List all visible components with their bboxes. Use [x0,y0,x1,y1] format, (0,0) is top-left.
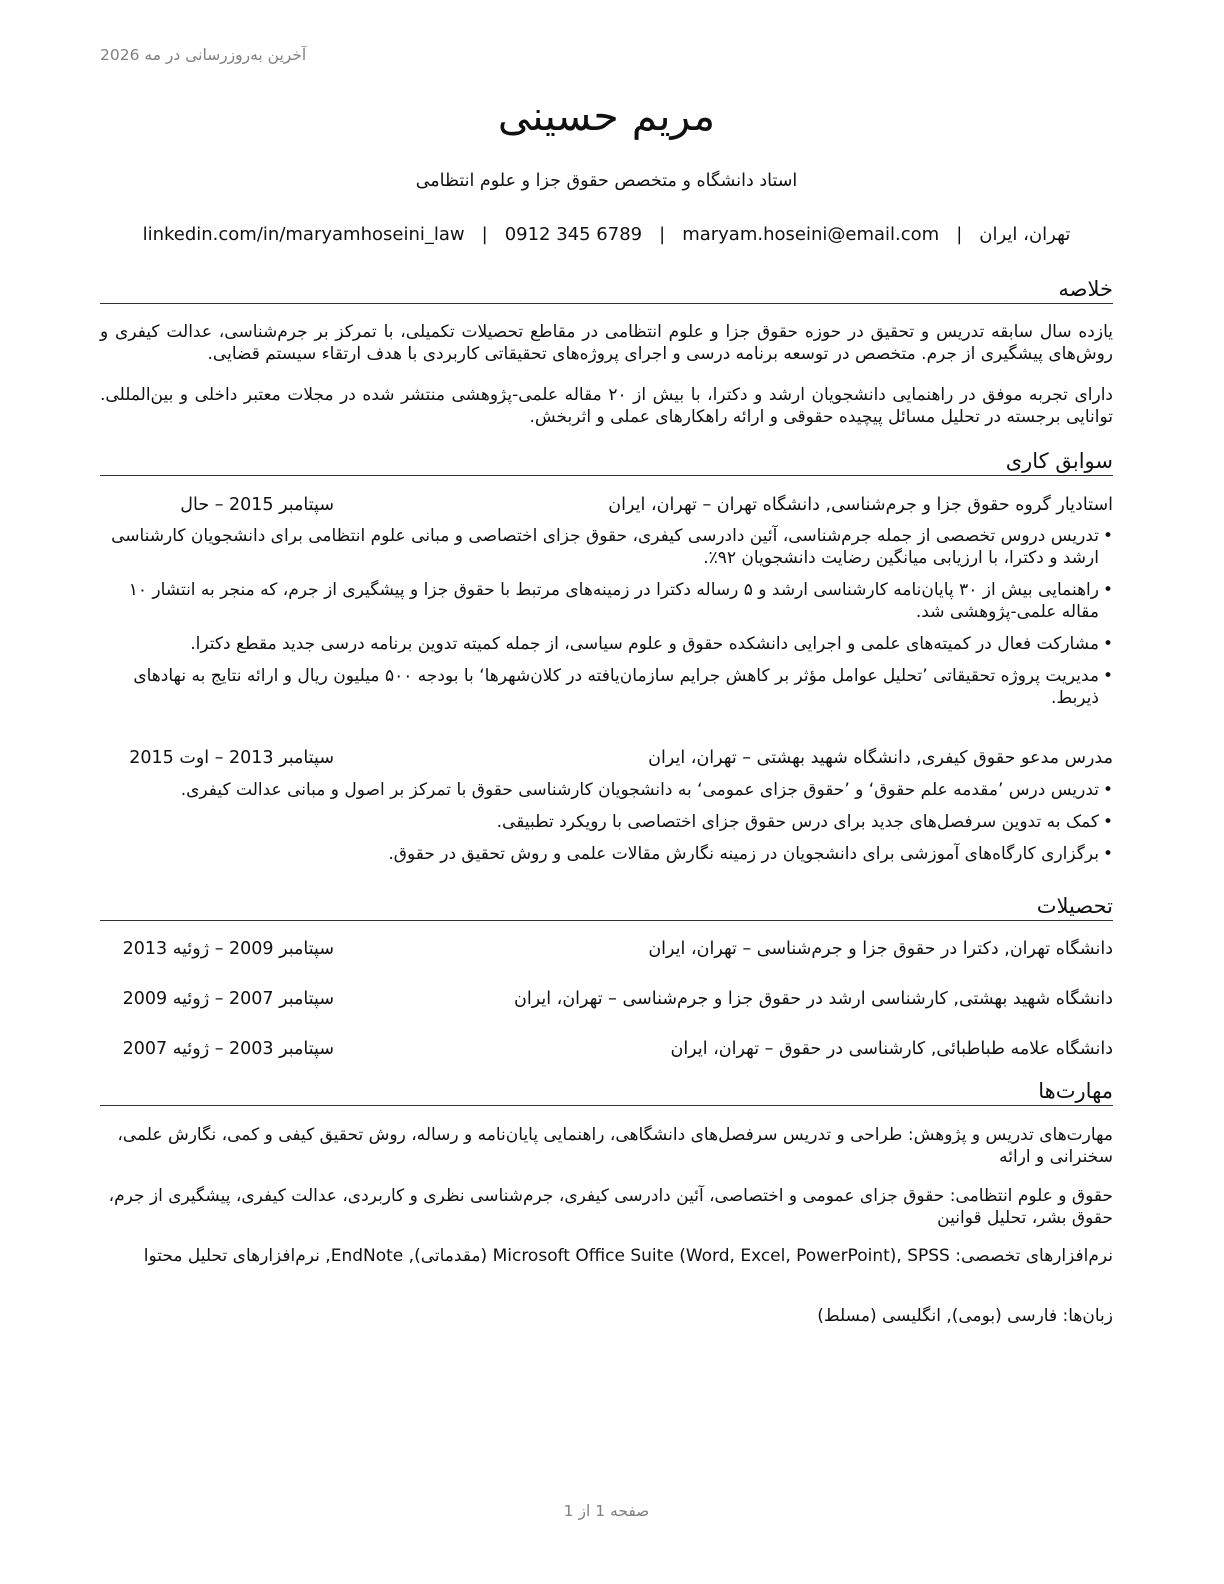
summary-paragraph: دارای تجربه موفق در راهنمایی دانشجویان ارشد و دکترا، با بیش از ۲۰ مقاله علمی-پژوهشی منتشر شده در مجلات معتبر داخلی و بین‌المللی. توانایی برجسته در تحلیل مسائل پیچیده حقوقی و ارائه راهکارهای عملی و اثربخش. [100,385,1113,427]
resume-page [100,0,1113,1584]
education-dates: سپتامبر 2003 – ژوئیه 2007 [122,1039,334,1059]
job-bullet: • کمک به تدوین سرفصل‌های جدید برای درس حقوق جزای اختصاصی با رویکرد تطبیقی. [100,811,1113,833]
section-heading-experience: سوابق کاری [100,448,1113,476]
skill-item: نرم‌افزارهای تخصصی: Microsoft Office Suite (Word, Excel, PowerPoint), SPSS (مقدماتی), EndNote, نرم‌افزارهای تحلیل محتوا [143,1246,1113,1266]
contact-phone[interactable]: 0912 345 6789 [504,224,643,245]
education-dates: سپتامبر 2007 – ژوئیه 2009 [122,989,334,1009]
contact-location: تهران، ایران [979,224,1071,245]
job-bullet: • مدیریت پروژه تحقیقاتی ’تحلیل عوامل مؤثر بر کاهش جرایم سازمان‌یافته در کلان‌شهرها‘ با بودجه ۵۰۰ میلیون ریال و ارائه نتایج به نهادهای ذیربط. [100,665,1113,709]
job-bullet: • تدریس درس ’مقدمه علم حقوق‘ و ’حقوق جزای عمومی‘ به دانشجویان کارشناسی حقوق با تمرکز بر اصول و مبانی عدالت کیفری. [100,779,1113,801]
skill-item: مهارت‌های تدریس و پژوهش: طراحی و تدریس سرفصل‌های دانشگاهی، راهنمایی پایان‌نامه و رساله، روش تحقیق کیفی و کمی، نگارش علمی، سخنرانی و ارائه [117,1125,1113,1167]
contact-separator: | [481,224,488,245]
last-updated-note: آخرین به‌روزرسانی در مه 2026 [100,46,307,64]
job-title: استادیار گروه حقوق جزا و جرم‌شناسی, دانشگاه تهران – تهران، ایران [608,495,1113,515]
skill-item: زبان‌ها: فارسی (بومی), انگلیسی (مسلط) [817,1306,1113,1326]
job-bullet: • برگزاری کارگاه‌های آموزشی برای دانشجویان در زمینه نگارش مقالات علمی و روش تحقیق در حقوق. [100,843,1113,865]
contact-email[interactable]: maryam.hoseini@email.com [682,224,940,245]
job-bullet: • راهنمایی بیش از ۳۰ پایان‌نامه کارشناسی ارشد و ۵ رساله دکترا در زمینه‌های مرتبط با حقوق جزا و پیشگیری از جرم، که منجر به انتشار ۱۰ مقاله علمی-پژوهشی شد. [100,579,1113,623]
professional-tagline: استاد دانشگاه و متخصص حقوق جزا و علوم انتظامی [415,171,798,191]
page-number: صفحه 1 از 1 [563,1502,650,1520]
section-heading-summary: خلاصه [100,276,1113,304]
contact-line [100,224,1113,245]
contact-separator: | [659,224,666,245]
education-dates: سپتامبر 2009 – ژوئیه 2013 [122,939,334,959]
person-name: مریم حسینی [497,92,716,140]
job-title: مدرس مدعو حقوق کیفری, دانشگاه شهید بهشتی – تهران، ایران [648,748,1113,768]
job-bullets [100,779,1113,875]
contact-separator: | [956,224,963,245]
section-heading-skills: مهارت‌ها [100,1078,1113,1106]
summary-paragraph: یازده سال سابقه تدریس و تحقیق در حوزه حقوق جزا و علوم انتظامی در مقاطع تحصیلات تکمیلی، با تمرکز بر جرم‌شناسی، عدالت کیفری و روش‌های پیشگیری از جرم. متخصص در توسعه برنامه درسی و اجرای پروژه‌های تحقیقاتی کاربردی با هدف ارتقاء سیستم قضایی. [100,322,1113,364]
job-bullet: • مشارکت فعال در کمیته‌های علمی و اجرایی دانشکده حقوق و علوم سیاسی، از جمله کمیته تدوین برنامه درسی جدید مقطع دکترا. [100,633,1113,655]
job-dates: سپتامبر 2013 – اوت 2015 [129,748,334,768]
section-heading-education: تحصیلات [100,893,1113,921]
skill-item: حقوق و علوم انتظامی: حقوق جزای عمومی و اختصاصی، آئین دادرسی کیفری، جرم‌شناسی نظری و کاربردی، عدالت کیفری، پیشگیری از جرم، حقوق بشر، تحلیل قوانین [108,1186,1113,1228]
job-bullets [100,525,1113,719]
education-degree: دانشگاه تهران, دکترا در حقوق جزا و جرم‌شناسی – تهران، ایران [648,939,1113,959]
education-degree: دانشگاه علامه طباطبائی, کارشناسی در حقوق – تهران، ایران [670,1039,1113,1059]
job-dates: سپتامبر 2015 – حال [180,495,334,515]
contact-linkedin[interactable]: linkedin.com/in/maryamhoseini_law [142,224,465,245]
education-degree: دانشگاه شهید بهشتی, کارشناسی ارشد در حقوق جزا و جرم‌شناسی – تهران، ایران [514,989,1113,1009]
job-bullet: • تدریس دروس تخصصی از جمله جرم‌شناسی، آئین دادرسی کیفری، حقوق جزای اختصاصی و مبانی علوم انتظامی برای دانشجویان کارشناسی ارشد و دکترا، با ارزیابی میانگین رضایت دانشجویان ۹۲٪. [100,525,1113,569]
